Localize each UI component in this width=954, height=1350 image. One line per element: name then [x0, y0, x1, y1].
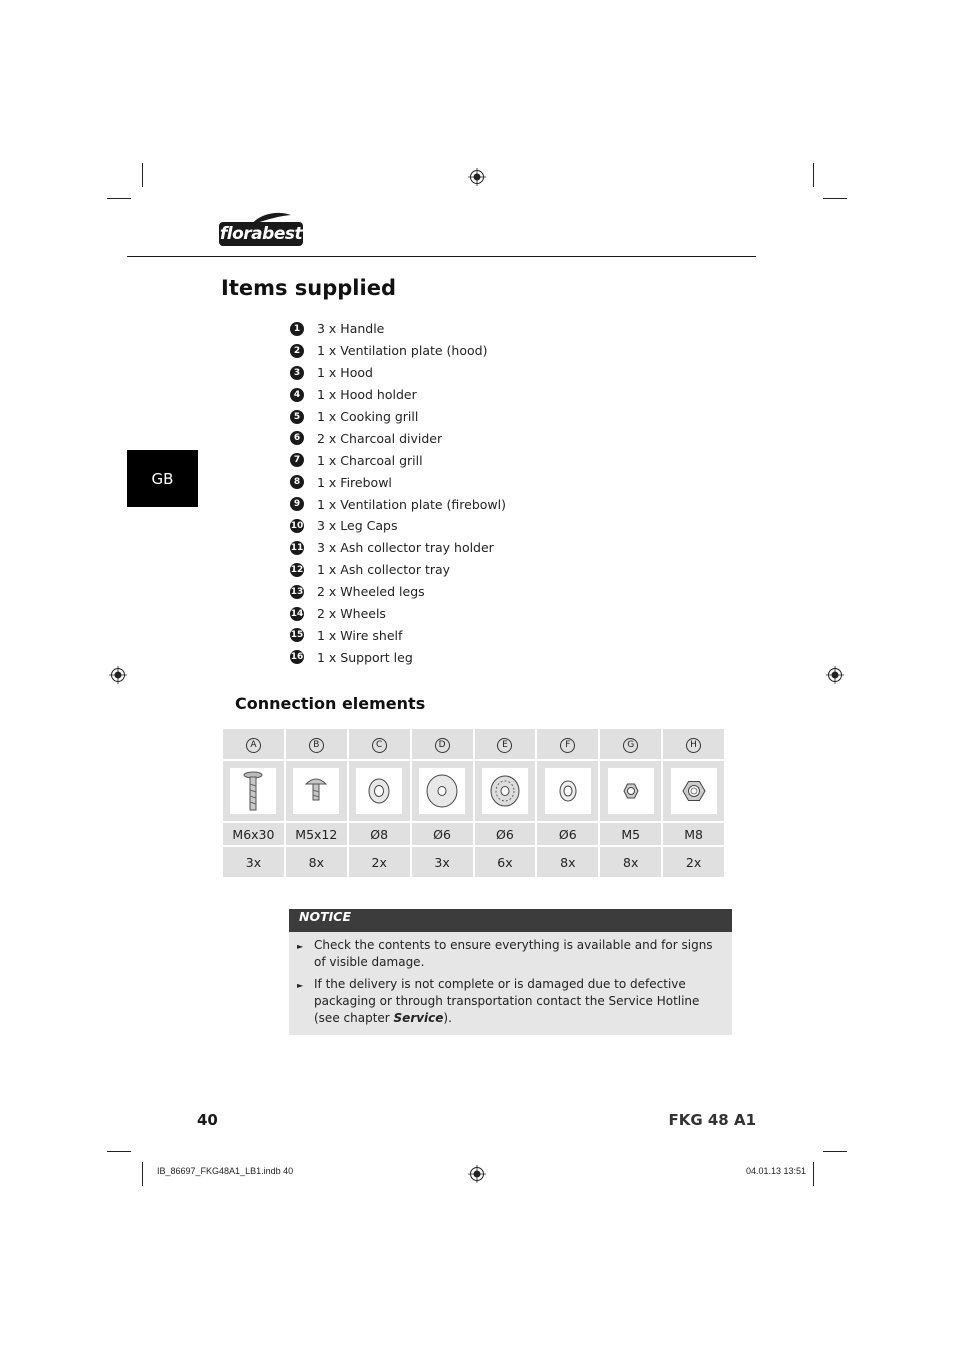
table-cell: M5x12 — [285, 822, 348, 846]
table-cell: 2x — [348, 846, 411, 878]
item-text: 2 x Wheeled legs — [317, 584, 425, 600]
nut-small-icon — [608, 768, 654, 814]
crop-mark — [823, 1151, 847, 1152]
item-text: 3 x Leg Caps — [317, 518, 398, 534]
crop-mark — [823, 198, 847, 199]
connection-elements-table — [221, 727, 726, 879]
item-number: 13 — [290, 586, 304, 597]
item-number: 3 — [290, 366, 304, 380]
list-item — [290, 471, 506, 493]
list-item — [290, 406, 506, 428]
page-number: 40 — [197, 1111, 218, 1129]
notice-text — [314, 976, 726, 1027]
table-cell — [348, 728, 411, 760]
washer-small-icon — [356, 768, 402, 814]
list-item — [290, 384, 506, 406]
item-text: 3 x Ash collector tray holder — [317, 540, 494, 556]
brand-name: florabest — [219, 224, 303, 244]
item-text: 1 x Ventilation plate (firebowl) — [317, 496, 507, 512]
print-slug-file: IB_86697_FKG48A1_LB1.indb 40 — [157, 1166, 294, 1176]
table-cell — [662, 760, 725, 822]
item-number: 12 — [290, 564, 304, 575]
nut-large-icon — [671, 768, 717, 814]
table-cell: 6x — [474, 846, 537, 878]
list-item — [290, 318, 506, 340]
crop-mark — [142, 1162, 143, 1186]
model-number: FKG 48 A1 — [668, 1111, 756, 1129]
table-cell: M8 — [662, 822, 725, 846]
section-title: Connection elements — [235, 694, 426, 713]
table-cell: Ø6 — [411, 822, 474, 846]
list-item — [290, 624, 506, 646]
print-slug-date: 04.01.13 13:51 — [745, 1166, 806, 1176]
item-number: 16 — [290, 652, 304, 663]
item-text: 1 x Cooking grill — [317, 409, 419, 424]
table-cell — [222, 760, 285, 822]
item-text: 1 x Charcoal grill — [317, 452, 423, 468]
table-cell — [536, 728, 599, 760]
item-text: 1 x Support leg — [317, 649, 413, 665]
crop-mark — [813, 163, 814, 187]
part-letter: H — [686, 738, 701, 753]
item-number: 1 — [290, 322, 304, 336]
table-cell: 8x — [285, 846, 348, 878]
table-cell — [474, 760, 537, 822]
notice-item — [297, 937, 726, 971]
list-item — [290, 362, 506, 384]
notice-text-part: ). — [443, 1011, 452, 1025]
part-letter: E — [497, 738, 512, 753]
item-number: 8 — [290, 475, 304, 489]
notice-box — [289, 909, 732, 1035]
arrow-right-icon: ► — [297, 942, 304, 951]
item-text: 1 x Ventilation plate (hood) — [317, 343, 488, 359]
table-cell — [662, 728, 725, 760]
item-number: 4 — [290, 388, 304, 402]
notice-body — [289, 932, 732, 1035]
language-tab: GB — [127, 450, 198, 507]
item-number: 6 — [290, 431, 304, 445]
part-letter: G — [623, 738, 638, 753]
table-cell — [599, 728, 662, 760]
table-cell — [285, 728, 348, 760]
table-cell — [285, 760, 348, 822]
item-number: 9 — [290, 497, 304, 511]
crop-mark — [107, 198, 131, 199]
item-text: 1 x Hood holder — [317, 387, 417, 403]
list-item — [290, 646, 506, 668]
registration-mark-icon — [468, 168, 486, 186]
registration-mark-icon — [826, 666, 844, 684]
list-item — [290, 449, 506, 471]
bolt-long-icon — [230, 768, 276, 814]
table-cell: 2x — [662, 846, 725, 878]
list-item — [290, 559, 506, 581]
spring-washer-icon — [482, 768, 528, 814]
header-rule — [127, 256, 756, 257]
crop-mark — [142, 163, 143, 187]
table-cell — [474, 728, 537, 760]
table-cell: 3x — [222, 846, 285, 878]
bolt-short-icon — [293, 768, 339, 814]
item-text: 3 x Handle — [317, 321, 385, 337]
crop-mark — [107, 1151, 131, 1152]
brand-logo — [219, 212, 305, 248]
part-letter: D — [435, 738, 450, 753]
table-cell: Ø6 — [536, 822, 599, 846]
table-cell: Ø6 — [474, 822, 537, 846]
item-number: 5 — [290, 410, 304, 424]
item-text: 2 x Charcoal divider — [317, 430, 443, 446]
list-item — [290, 537, 506, 559]
item-text: 1 x Firebowl — [317, 474, 392, 490]
list-item — [290, 603, 506, 625]
arrow-right-icon: ► — [297, 981, 304, 990]
registration-mark-icon — [109, 666, 127, 684]
item-text: 2 x Wheels — [317, 606, 386, 622]
item-number: 2 — [290, 344, 304, 358]
page-title: Items supplied — [221, 276, 396, 300]
item-number: 10 — [290, 520, 304, 531]
table-cell — [536, 760, 599, 822]
washer-large-icon — [419, 768, 465, 814]
item-number: 15 — [290, 630, 304, 641]
table-cell — [411, 760, 474, 822]
chapter-reference: Service — [393, 1011, 444, 1025]
table-cell: M5 — [599, 822, 662, 846]
notice-text-part: If the delivery is not complete or is damaged due to defective packaging or through transportation contact the Service Hotline (see chapter — [314, 977, 700, 1025]
table-cell: Ø8 — [348, 822, 411, 846]
item-number: 11 — [290, 542, 304, 553]
item-text: 1 x Hood — [317, 365, 373, 381]
table-cell: 3x — [411, 846, 474, 878]
item-number: 7 — [290, 453, 304, 467]
item-number: 14 — [290, 608, 304, 619]
item-text: 1 x Wire shelf — [317, 627, 403, 643]
notice-heading: NOTICE — [289, 909, 732, 932]
item-text: 1 x Ash collector tray — [317, 562, 451, 578]
list-item — [290, 581, 506, 603]
crop-mark — [813, 1162, 814, 1186]
notice-item — [297, 976, 726, 1027]
part-letter: A — [246, 738, 261, 753]
list-item — [290, 515, 506, 537]
part-letter: B — [309, 738, 324, 753]
table-cell: 8x — [536, 846, 599, 878]
table-cell — [222, 728, 285, 760]
part-letter: F — [560, 738, 575, 753]
table-cell — [599, 760, 662, 822]
table-cell — [411, 728, 474, 760]
registration-mark-icon — [468, 1165, 486, 1183]
table-cell: 8x — [599, 846, 662, 878]
items-list — [290, 318, 506, 668]
washer-thin-icon — [545, 768, 591, 814]
list-item — [290, 427, 506, 449]
notice-text: Check the contents to ensure everything is available and for signs of visible damage. — [314, 938, 713, 969]
list-item — [290, 340, 506, 362]
table-cell — [348, 760, 411, 822]
table-cell: M6x30 — [222, 822, 285, 846]
part-letter: C — [372, 738, 387, 753]
list-item — [290, 493, 506, 515]
